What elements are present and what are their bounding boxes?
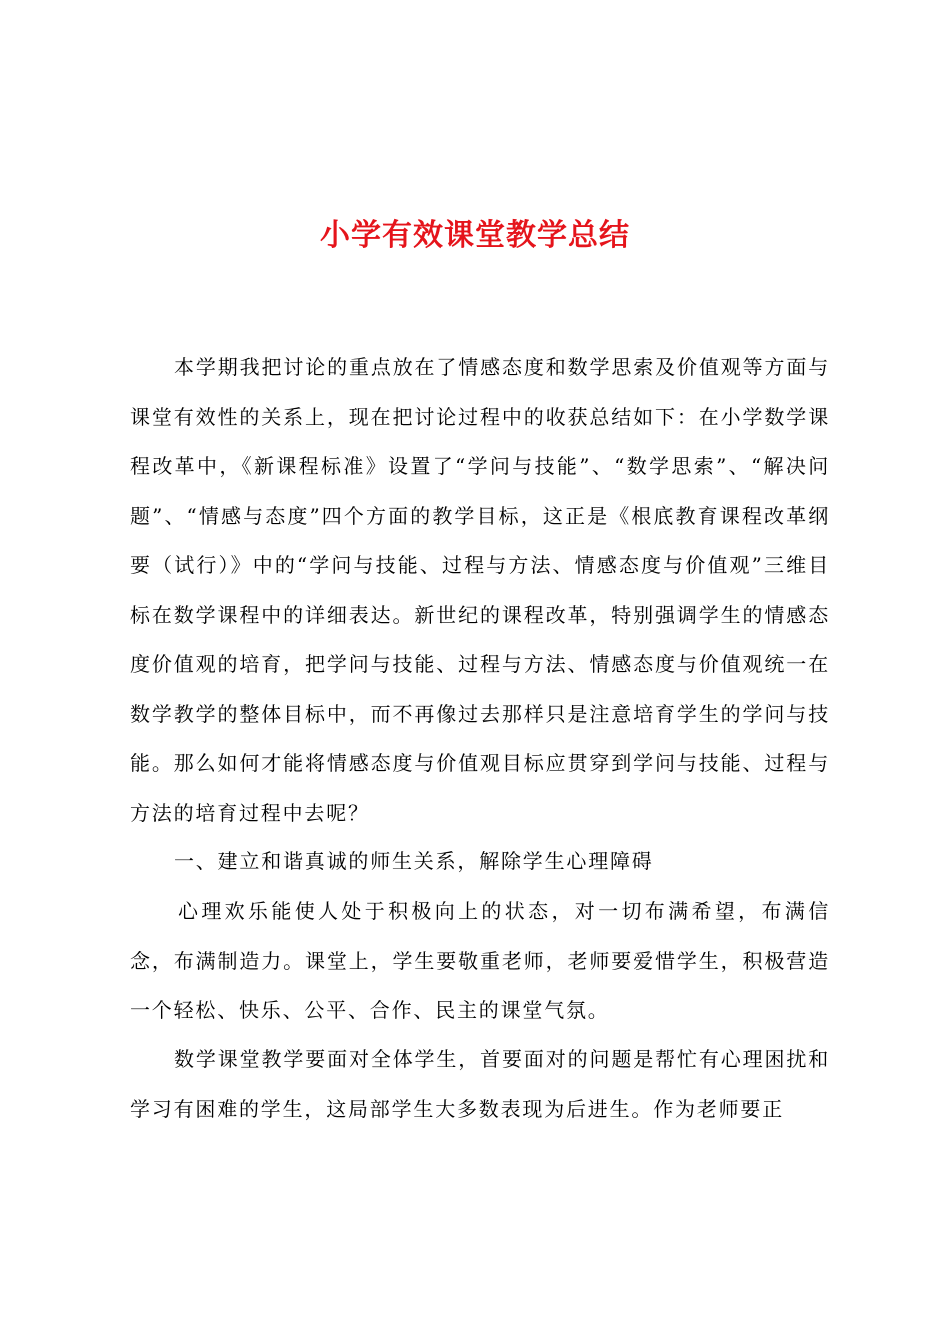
paragraph-section-1: 心理欢乐能使人处于积极向上的状态，对一切布满希望，布满信念，布满制造力。课堂上，学生要敬重老师，老师要爱惜学生，积极营造一个轻松、快乐、公平、合作、民主的课堂气氛。 [130,899,830,1022]
paragraph-section-1-continued: 数学课堂教学要面对全体学生，首要面对的问题是帮忙有心理困扰和学习有困难的学生，这局部学生大多数表现为后进生。作为老师要正 [130,1047,830,1121]
paragraph-intro: 本学期我把讨论的重点放在了情感态度和数学思索及价值观等方面与课堂有效性的关系上，现在把讨论过程中的收获总结如下：在小学数学课程改革中，《新课程标准》设置了“学问与技能”、“数学思索”、“解决问题”、“情感与态度”四个方面的教学目标，这正是《根底教育课程改革纲要（试行）》中的“学问与技能、过程与方法、情感态度与价值观”三维目标在数学课程中的详细表达。新世纪的课程改革，特别强调学生的情感态度价值观的培育，把学问与技能、过程与方法、情感态度与价值观统一在数学教学的整体目标中，而不再像过去那样只是注意培育学生的学问与技能。那么如何才能将情感态度与价值观目标应贯穿到学问与技能、过程与方法的培育过程中去呢？ [130,355,830,825]
section-heading-1: 一、建立和谐真诚的师生关系，解除学生心理障碍 [174,849,654,873]
document-title: 小学有效课堂教学总结 [320,218,630,253]
